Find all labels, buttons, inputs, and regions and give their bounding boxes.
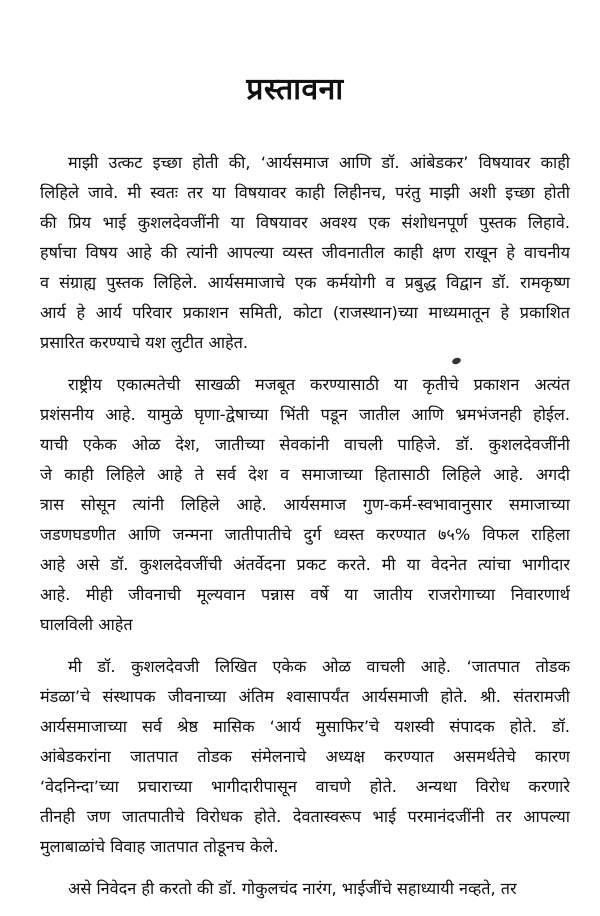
text-line: आर्यसमाजाच्या सर्व श्रेष्ठ मासिक ‘आर्य मुसाफिर’चे यशस्वी संपादक होते. डॉ. bbox=[40, 717, 570, 736]
paragraph bbox=[40, 370, 570, 640]
text-line: आंबेडकरांना जातपात तोडक संमेलनाचे अध्यक्ष करण्यात असमर्थतेचे कारण bbox=[40, 747, 570, 766]
text-line: मंडळा’चे संस्थापक जीवनाच्या अंतिम श्वासापर्यंत आर्यसमाजी होते. श्री. संतरामजी bbox=[40, 687, 570, 706]
text-line: याची एकेक ओळ देश, जातीच्या सेवकांनी वाचली पाहिजे. डॉ. कुशलदेवजींनी bbox=[40, 435, 570, 454]
text-line: असे निवेदन ही करतो की डॉ. गोकुलचंद नारंग, भाईजींचे सहाध्यायी नव्हते, तर bbox=[68, 879, 517, 898]
paragraph bbox=[40, 148, 570, 358]
text-line: आर्य हे आर्य परिवार प्रकाशन समिती, कोटा (राजस्थान)च्या माध्यमातून हे प्रकाशित bbox=[40, 303, 570, 322]
page-title: प्रस्तावना bbox=[246, 72, 344, 107]
text-line: मुलाबाळांचे विवाह जातपात तोडूनच केले. bbox=[40, 837, 279, 856]
text-line: जे काही लिहिले आहे ते सर्व देश व समाजाच्या हितासाठी लिहिले आहे. अगदी bbox=[40, 465, 570, 484]
text-line: त्रास सोसून त्यांनी लिहिले आहे. आर्यसमाज गुण-कर्म-स्वभावानुसार समाजाच्या bbox=[40, 495, 570, 514]
text-line: प्रसारित करण्याचे यश लुटीत आहेत. bbox=[40, 333, 249, 352]
text-line: आहे असे डॉ. कुशलदेवजींची अंतर्वेदना प्रकट करते. मी या वेदनेत त्यांचा भागीदार bbox=[40, 555, 570, 574]
text-line: की प्रिय भाई कुशलदेवजींनी या विषयावर अवश्य एक संशोधनपूर्ण पुस्तक लिहावे. bbox=[40, 213, 570, 232]
paragraph bbox=[40, 874, 570, 904]
text-line: आहे. मीही जीवनाची मूल्यवान पन्नास वर्षे या जातीय राजरोगाच्या निवारणार्थ bbox=[40, 585, 570, 604]
text-line: राष्ट्रीय एकात्मतेची साखळी मजबूत करण्यासाठी या कृतीचे प्रकाशन अत्यंत bbox=[68, 375, 570, 394]
text-line: जडणघडणीत आणि जन्मना जातीपातीचे दुर्ग ध्वस्त करण्यात ७५% विफल राहिला bbox=[40, 525, 570, 544]
text-line: मी डॉ. कुशलदेवजी लिखित एकेक ओळ वाचली आहे. ‘जातपात तोडक bbox=[68, 657, 570, 676]
text-line: प्रशंसनीय आहे. यामुळे घृणा-द्वेषाच्या भिंती पडून जातील आणि भ्रमभंजनही होईल. bbox=[40, 405, 570, 424]
text-line: व संग्राह्य पुस्तक लिहिले. आर्यसमाजाचे एक कर्मयोगी व प्रबुद्ध विद्वान डॉ. रामकृष्ण bbox=[40, 273, 570, 292]
paragraph bbox=[40, 652, 570, 862]
text-line: लिहिले जावे. मी स्वतः तर या विषयावर काही लिहीनच, परंतु माझी अशी इच्छा होती bbox=[40, 183, 570, 202]
text-line: माझी उत्कट इच्छा होती की, ‘आर्यसमाज आणि डॉ. आंबेडकर’ विषयावर काही bbox=[68, 153, 570, 172]
text-line: हर्षाचा विषय आहे की त्यांनी आपल्या व्यस्त जीवनातील काही क्षण राखून हे वाचनीय bbox=[40, 243, 570, 262]
text-line: ‘वेदनिन्दा’च्या प्रचाराच्या भागीदारीपासून वाचणे होते. अन्यथा विरोध करणारे bbox=[40, 777, 570, 796]
body-text bbox=[40, 148, 570, 916]
text-line: घालविली आहेत bbox=[40, 615, 133, 634]
text-line: तीनही जण जातपातीचे विरोधक होते. देवतास्वरूप भाई परमानंदजींनी तर आपल्या bbox=[40, 807, 570, 826]
